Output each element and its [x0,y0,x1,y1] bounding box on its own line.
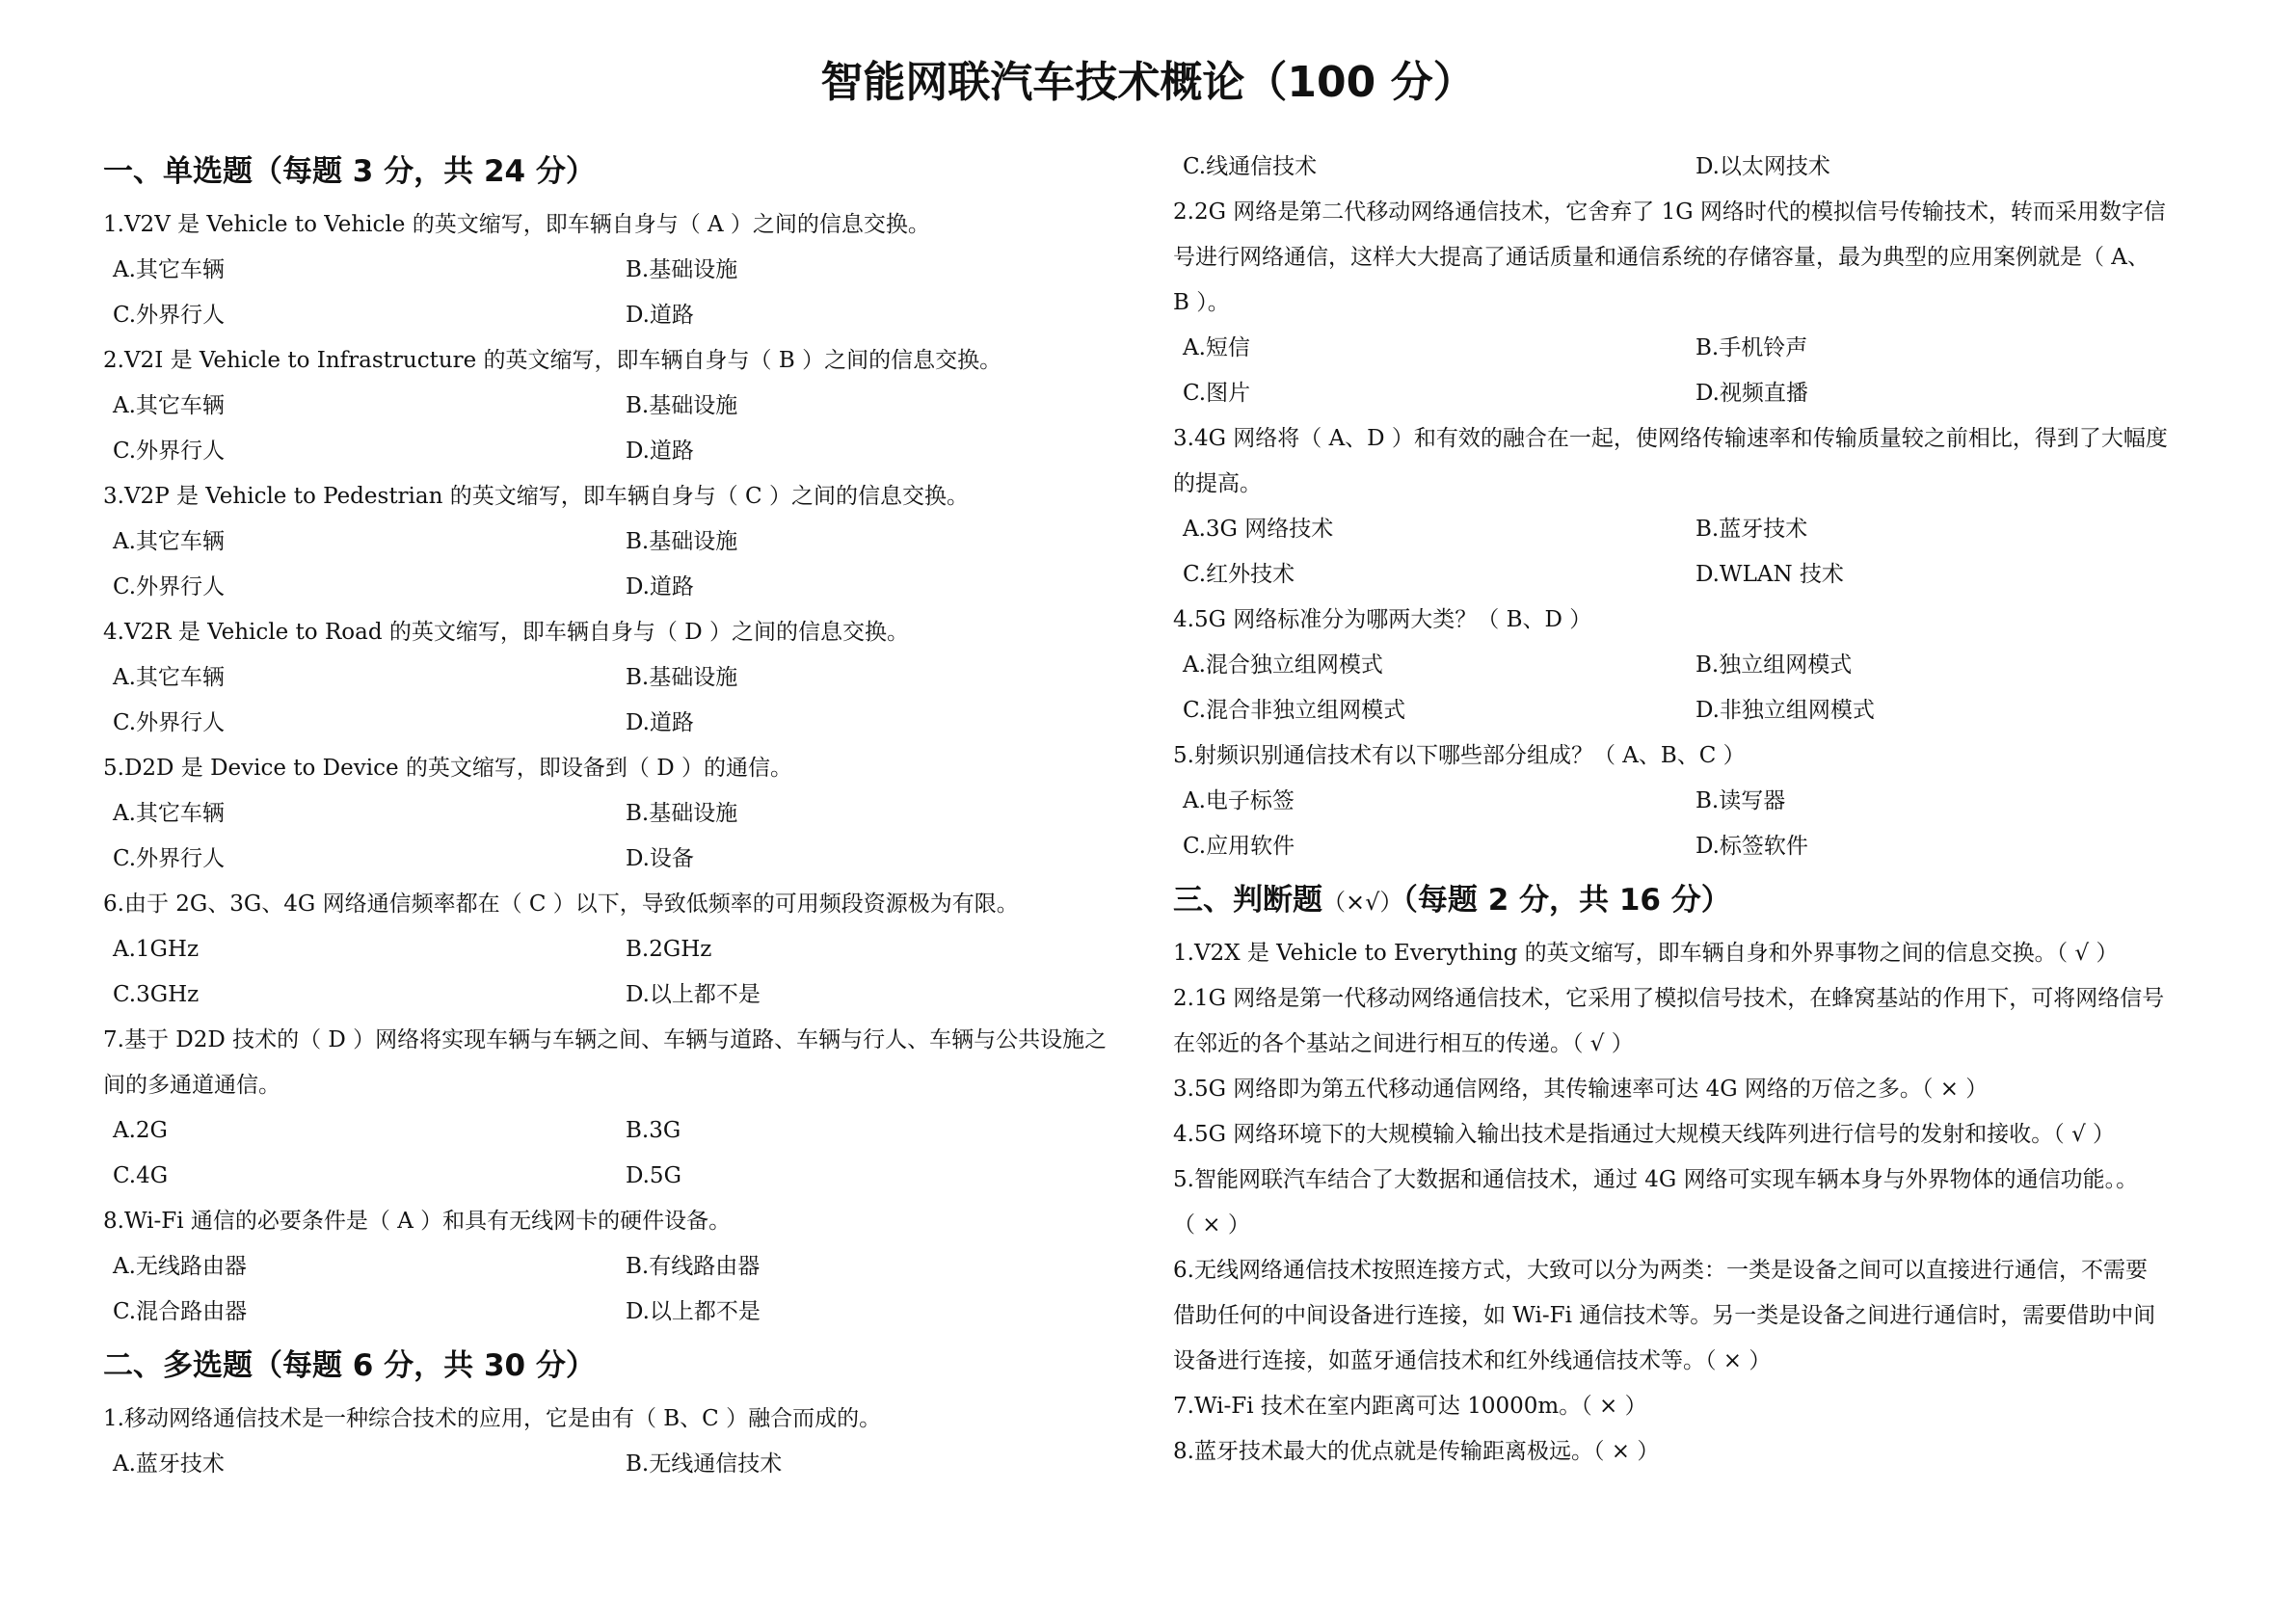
option-d: D.以上都不是 [626,982,761,1007]
section-heading-main: 三、判断题 [1173,883,1322,918]
option-a: A.无线路由器 [113,1254,247,1279]
option-b: B.基础设施 [626,665,738,690]
question-single-3 [103,474,1173,610]
option-d: D.设备 [626,846,694,871]
question-text-line-2: 间的多通道通信。 [103,1073,280,1098]
option-a: A.蓝牙技术 [113,1451,225,1477]
option-a: A.3G 网络技术 [1183,517,1334,542]
question-text: 4.V2R 是 Vehicle to Road 的英文缩写，即车辆自身与（ D ）之间的信息交换。 [103,620,909,645]
option-a: A.其它车辆 [113,529,225,554]
option-b: B.基础设施 [626,801,738,826]
judgement-line: 设备进行连接，如蓝牙通信技术和红外线通信技术等。（ × ） [1173,1348,1772,1373]
option-c: C.外界行人 [113,710,226,735]
judgement-line: 7.Wi-Fi 技术在室内距离可达 10000m。（ × ） [1173,1394,1647,1419]
question-text: 1.移动网络通信技术是一种综合技术的应用，它是由有（ B、C ）融合而成的。 [103,1406,882,1431]
option-b: B.3G [626,1118,681,1143]
option-c: C.线通信技术 [1183,154,1318,179]
question-text: 2.V2I 是 Vehicle to Infrastructure 的英文缩写，即车辆自身与（ B ）之间的信息交换。 [103,348,1002,373]
option-b: B.无线通信技术 [626,1451,783,1477]
judgement-line: 1.V2X 是 Vehicle to Everything 的英文缩写，即车辆自身和外界事物之间的信息交换。（ √ ） [1173,941,2119,966]
section-heading-mark: （×√） [1322,889,1403,916]
section-heading-single-choice: 一、单选题（每题 3 分，共 24 分） [103,154,596,189]
question-text-line-1: 2.2G 网络是第二代移动网络通信技术，它舍弃了 1G 网络时代的模拟信号传输技术，转而采用数字信 [1173,200,2166,225]
option-c: C.外界行人 [113,574,226,599]
question-text: 6.由于 2G、3G、4G 网络通信频率都在（ C ）以下，导致低频率的可用频段资源极为有限。 [103,892,1019,917]
option-a: A.短信 [1183,335,1250,360]
option-a: A.其它车辆 [113,801,225,826]
option-a: A.2G [113,1118,168,1143]
option-b: B.独立组网模式 [1695,652,1853,678]
option-c: C.应用软件 [1183,834,1295,859]
option-b: B.基础设施 [626,257,738,282]
option-d: D.道路 [626,574,694,599]
option-d: D.道路 [626,303,694,328]
question-multi-3 [1173,416,2243,598]
judgement-line: 在邻近的各个基站之间进行相互的传递。（ √ ） [1173,1031,1634,1056]
question-multi-4 [1173,598,2243,733]
judgement-line: 5.智能网联汽车结合了大数据和通信技术，通过 4G 网络可实现车辆本身与外界物体的通信功能。。 [1173,1167,2139,1192]
question-text: 4.5G 网络标准分为哪两大类？（ B、D ） [1173,607,1592,632]
question-single-1 [103,202,1173,338]
question-single-8 [103,1199,1173,1335]
option-d: D.非独立组网模式 [1695,698,1875,723]
question-multi-1 [103,1397,1173,1487]
option-c: C.混合路由器 [113,1299,248,1324]
question-multi-5 [1173,733,2243,869]
option-a: A.其它车辆 [113,665,225,690]
right-column [1173,145,2243,1475]
question-multi-2 [1173,190,2243,416]
question-single-6 [103,882,1173,1018]
question-text-line-1: 7.基于 D2D 技术的（ D ）网络将实现车辆与车辆之间、车辆与道路、车辆与行人、车辆与公共设施之 [103,1027,1108,1052]
question-single-2 [103,338,1173,474]
question-text: 8.Wi-Fi 通信的必要条件是（ A ）和具有无线网卡的硬件设备。 [103,1209,732,1234]
option-b: B.基础设施 [626,393,738,418]
option-c: C.4G [113,1163,169,1188]
option-c: C.外界行人 [113,846,226,871]
option-d: D.5G [626,1163,681,1188]
judgement-line: 4.5G 网络环境下的大规模输入输出技术是指通过大规模天线阵列进行信号的发射和接收。（ √ ） [1173,1122,2116,1147]
question-text: 3.V2P 是 Vehicle to Pedestrian 的英文缩写，即车辆自身与（ C ）之间的信息交换。 [103,484,969,509]
option-d: D.道路 [626,710,694,735]
question-single-7 [103,1018,1173,1199]
option-d: D.视频直播 [1695,381,1808,406]
judgement-line: 3.5G 网络即为第五代移动通信网络，其传输速率可达 4G 网络的万倍之多。（ × ） [1173,1077,1989,1102]
option-a: A.其它车辆 [113,393,225,418]
option-b: B.基础设施 [626,529,738,554]
left-column [103,141,1173,1487]
section-heading-multiple-choice: 二、多选题（每题 6 分，共 30 分） [103,1348,596,1383]
option-c: C.红外技术 [1183,562,1295,587]
option-c: C.外界行人 [113,303,226,328]
option-c: C.混合非独立组网模式 [1183,698,1406,723]
judgement-line: 2.1G 网络是第一代移动网络通信技术，它采用了模拟信号技术，在蜂窝基站的作用下，可将网络信号 [1173,986,2165,1011]
question-text: 5.射频识别通信技术有以下哪些部分组成？（ A、B、C ） [1173,743,1746,768]
question-text-line-2: 的提高。 [1173,471,1262,496]
option-a: A.其它车辆 [113,257,225,282]
option-b: B.蓝牙技术 [1695,517,1808,542]
judgement-line: 6.无线网络通信技术按照连接方式，大致可以分为两类：一类是设备之间可以直接进行通信，不需要 [1173,1258,2148,1283]
question-text-line-3: B ）。 [1173,290,1230,315]
page-title: 智能网联汽车技术概论（100 分） [820,58,1476,107]
option-c: C.图片 [1183,381,1251,406]
option-d: D.道路 [626,439,694,464]
option-b: B.2GHz [626,937,712,962]
question-text: 5.D2D 是 Device to Device 的英文缩写，即设备到（ D ）的通信。 [103,756,792,781]
option-b: B.有线路由器 [626,1254,761,1279]
question-text-line-2: 号进行网络通信，这样大大提高了通话质量和通信系统的存储容量，最为典型的应用案例就是（ A、 [1173,245,2149,270]
judgement-line: （ × ） [1173,1212,1250,1238]
option-c: C.外界行人 [113,439,226,464]
question-single-5 [103,746,1173,882]
option-c: C.3GHz [113,982,200,1007]
option-a: A.电子标签 [1183,788,1295,813]
option-b: B.手机铃声 [1695,335,1808,360]
option-b: B.读写器 [1695,788,1786,813]
question-text: 1.V2V 是 Vehicle to Vehicle 的英文缩写，即车辆自身与（ A ）之间的信息交换。 [103,212,930,237]
section-heading-true-false [1173,869,2243,931]
option-d: D.WLAN 技术 [1695,562,1844,587]
question-text-line-1: 3.4G 网络将（ A、D ）和有效的融合在一起，使网络传输速率和传输质量较之前相比，得到了大幅度 [1173,426,2168,451]
option-d: D.以上都不是 [626,1299,761,1324]
option-d: D.以太网技术 [1695,154,1830,179]
judgement-line: 借助任何的中间设备进行连接，如 Wi-Fi 通信技术等。另一类是设备之间进行通信时，需要借助中间 [1173,1303,2156,1328]
judgement-line: 8.蓝牙技术最大的优点就是传输距离极远。（ × ） [1173,1439,1660,1464]
section-heading-tail: （每题 2 分，共 16 分） [1402,883,1731,918]
question-multi-1-continued [1173,145,2243,190]
question-single-4 [103,610,1173,746]
option-a: A.混合独立组网模式 [1183,652,1383,678]
option-d: D.标签软件 [1695,834,1808,859]
option-a: A.1GHz [113,937,200,962]
